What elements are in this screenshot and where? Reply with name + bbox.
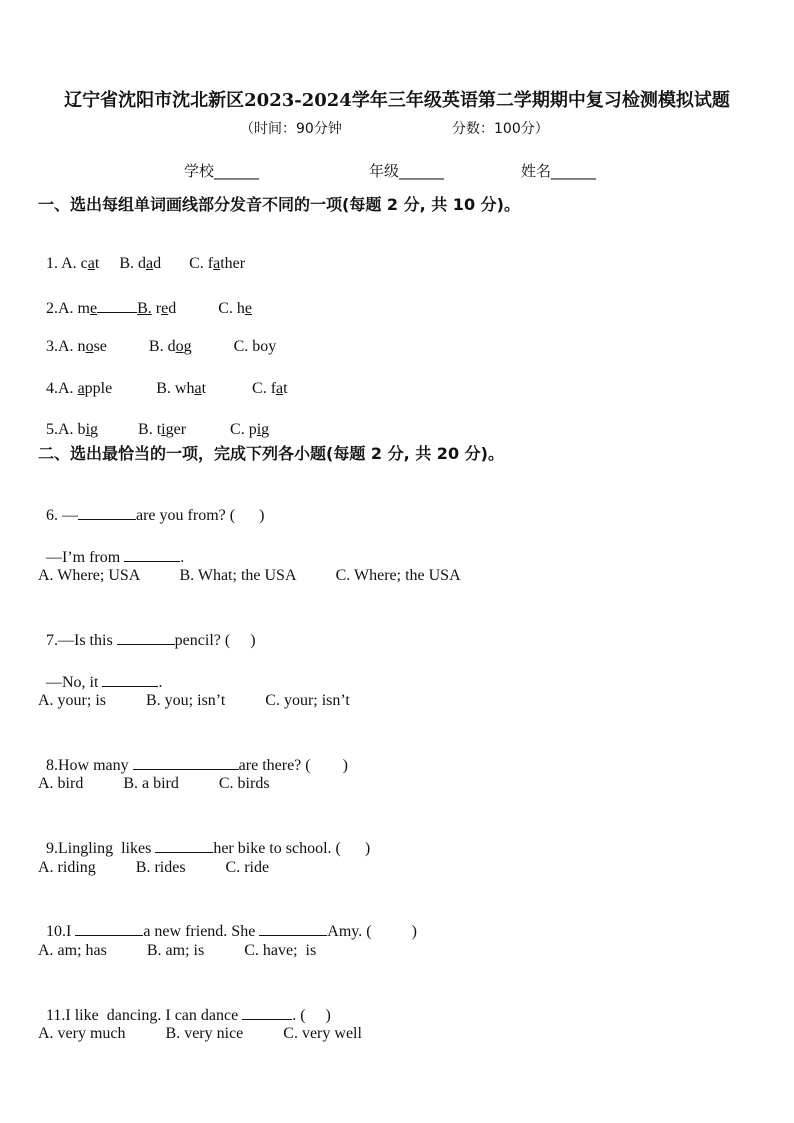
question-text: a new friend. She bbox=[143, 923, 260, 940]
section2-heading: 二、选出最恰当的一项，完成下列各小题(每题 2 分, 共 20 分)。 bbox=[38, 444, 504, 463]
question-6 bbox=[38, 483, 264, 526]
underlined-letter: a bbox=[194, 380, 202, 397]
school-field: 学校______ bbox=[184, 162, 260, 180]
option-c-prefix: C. f bbox=[189, 255, 214, 272]
question-3 bbox=[38, 317, 276, 357]
question-text: 7.—Is this bbox=[46, 632, 117, 649]
question-text: are you from? ( ) bbox=[136, 507, 265, 524]
option-b-prefix: B. bbox=[137, 300, 152, 317]
question-text: . bbox=[158, 674, 163, 691]
question-text: —I’m from bbox=[46, 549, 125, 566]
question-text: . ( ) bbox=[292, 1007, 331, 1024]
underlined-letter: a bbox=[213, 255, 221, 272]
underlined-letter: e bbox=[161, 300, 169, 317]
question-text: 8.How many bbox=[46, 757, 133, 774]
option-b-rest: t bbox=[201, 380, 207, 397]
option-c-prefix: C. p bbox=[230, 421, 257, 438]
option-c-prefix: C. h bbox=[218, 300, 245, 317]
question-text: . bbox=[180, 549, 185, 566]
option-c-rest: t bbox=[283, 380, 288, 397]
page-title: 辽宁省沈阳市沈北新区2023-2024学年三年级英语第二学期期中复习检测模拟试题 bbox=[64, 90, 730, 111]
option-a-rest: t bbox=[94, 255, 100, 272]
option-b-prefix: r bbox=[151, 300, 162, 317]
option-b-rest: d bbox=[168, 300, 177, 317]
option-b-prefix: B. d bbox=[148, 338, 176, 355]
option-b-rest: g bbox=[183, 338, 192, 355]
question-6-options: A. Where; USA B. What; the USA C. Where; the USA bbox=[38, 567, 461, 584]
question-9-options: A. riding B. rides C. ride bbox=[38, 859, 270, 876]
underlined-letter: a bbox=[87, 255, 95, 272]
option-c-rest: g bbox=[261, 421, 270, 438]
underlined-letter: i bbox=[85, 421, 91, 438]
option-a-rest: se bbox=[93, 338, 107, 355]
question-text: her bike to school. ( ) bbox=[213, 840, 371, 857]
underlined-letter: e bbox=[244, 300, 252, 317]
question-8 bbox=[38, 733, 348, 776]
question-11 bbox=[38, 983, 331, 1026]
answer-blank[interactable] bbox=[97, 296, 137, 313]
question-5 bbox=[38, 400, 269, 440]
option-c-rest: ther bbox=[220, 255, 246, 272]
question-7-response bbox=[38, 650, 162, 693]
option-a-prefix: 2.A. m bbox=[46, 300, 90, 317]
question-text: 10.I bbox=[46, 923, 76, 940]
question-7 bbox=[38, 608, 256, 651]
question-text: are there? ( ) bbox=[238, 757, 348, 774]
answer-blank[interactable] bbox=[133, 753, 239, 770]
question-11-options: A. very much B. very nice C. very well bbox=[38, 1025, 362, 1042]
underlined-letter: i bbox=[161, 421, 166, 438]
answer-blank[interactable] bbox=[259, 919, 327, 936]
option-a-rest: g bbox=[90, 421, 99, 438]
question-7-options: A. your; is B. you; isn’t C. your; isn’t bbox=[38, 692, 350, 709]
answer-blank[interactable] bbox=[78, 503, 136, 520]
answer-blank[interactable] bbox=[102, 670, 158, 687]
answer-blank[interactable] bbox=[242, 1003, 292, 1020]
question-text: pencil? ( ) bbox=[174, 632, 256, 649]
question-9 bbox=[38, 816, 370, 859]
question-6-response bbox=[38, 525, 184, 568]
option-a-prefix: 4.A. bbox=[46, 380, 78, 397]
question-text: —No, it bbox=[46, 674, 103, 691]
option-b-rest: d bbox=[153, 255, 162, 272]
underlined-letter: o bbox=[175, 338, 184, 355]
question-2 bbox=[38, 276, 252, 319]
question-text: 11.I like dancing. I can dance bbox=[46, 1007, 243, 1024]
option-b-prefix: B. wh bbox=[156, 380, 195, 397]
option-a-prefix: 3.A. n bbox=[46, 338, 86, 355]
option-a-rest: pple bbox=[84, 380, 113, 397]
question-text: Amy. ( ) bbox=[327, 923, 417, 940]
exam-score: 分数：100分） bbox=[452, 121, 549, 137]
answer-blank[interactable] bbox=[75, 919, 143, 936]
option-b-prefix: B. t bbox=[138, 421, 162, 438]
option-a-prefix: 1. A. c bbox=[46, 255, 88, 272]
name-field: 姓名______ bbox=[521, 162, 597, 180]
underlined-letter: a bbox=[77, 380, 85, 397]
question-10 bbox=[38, 899, 417, 942]
underlined-letter: e bbox=[90, 300, 98, 317]
question-10-options: A. am; has B. am; is C. have; is bbox=[38, 942, 317, 959]
question-text: 9.Lingling likes bbox=[46, 840, 156, 857]
underlined-letter: a bbox=[146, 255, 154, 272]
answer-blank[interactable] bbox=[155, 836, 213, 853]
grade-field: 年级______ bbox=[369, 162, 445, 180]
question-8-options: A. bird B. a bird C. birds bbox=[38, 775, 270, 792]
underlined-letter: a bbox=[276, 380, 284, 397]
option-b-rest: ger bbox=[165, 421, 187, 438]
option-b-prefix: B. d bbox=[119, 255, 147, 272]
underlined-letter: o bbox=[85, 338, 94, 355]
section1-heading: 一、选出每组单词画线部分发音不同的一项(每题 2 分, 共 10 分)。 bbox=[38, 195, 520, 214]
answer-blank[interactable] bbox=[124, 545, 180, 562]
question-text: 6. — bbox=[46, 507, 78, 524]
exam-time: （时间：90分钟 bbox=[240, 121, 342, 137]
question-1 bbox=[38, 234, 245, 274]
option-c: C. boy bbox=[233, 338, 277, 355]
underlined-letter: i bbox=[256, 421, 262, 438]
option-c-prefix: C. f bbox=[252, 380, 277, 397]
question-4 bbox=[38, 359, 288, 399]
answer-blank[interactable] bbox=[117, 628, 175, 645]
option-a-prefix: 5.A. b bbox=[46, 421, 86, 438]
